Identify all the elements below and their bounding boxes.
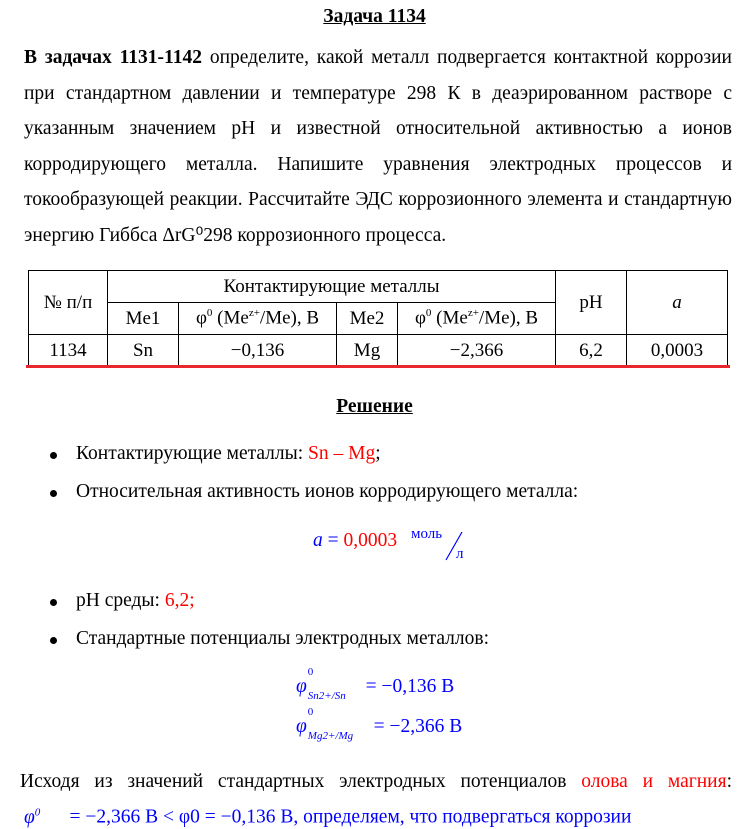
header-a: a (627, 271, 728, 335)
phi-sup: 0 (307, 706, 314, 718)
problem-text: определите, какой металл подвергается контактной коррозии при стандартном давлении и температуре 298 К в деаэрированном растворе с указанным значением pH и известной относительной активностью a ионов корродирующего металла. Напишите уравнения электродных процессов и токообразующей реакции. Рассчитайте ЭДС коррозионного элемента и стандартную энергию Гиббса (24, 47, 732, 246)
header-num: № п/п (29, 271, 108, 335)
header-phi1: $\varphi^0$ $(Me^{z+}/Me)$, В (179, 303, 337, 335)
a-value: 0,0003 (343, 530, 398, 551)
solution-title: Решение (336, 396, 413, 417)
bullet-label: Контактирующие металлы: (76, 443, 309, 464)
phi-sn-formula (296, 666, 455, 702)
bullet-label: Стандартные потенциалы электродных металлов: (76, 628, 490, 649)
cell-phi2: −2,366 (398, 335, 556, 367)
unit-den: л (456, 546, 464, 562)
cell-me1: Sn (108, 335, 179, 367)
ph-value: 6,2; (164, 590, 195, 611)
bullet-icon (50, 490, 57, 497)
unit-num: моль (411, 526, 443, 542)
phi-symbol: φ (296, 676, 307, 697)
page-title: Задача 1134 (323, 6, 426, 27)
activity-formula (313, 530, 397, 552)
problem-tail: коррозионного процесса. (232, 224, 447, 246)
last-line-text: = −2,366 В < φ0 = −0,136 В, определяем, что подвергаться коррозии (69, 806, 632, 828)
phi-mg-value: = −2,366 В (368, 716, 463, 737)
phi-sn-value: = −0,136 В (360, 676, 455, 697)
last-line (24, 806, 631, 829)
phi-sup: 0 (307, 666, 314, 678)
phi-symbol: φ (296, 716, 307, 737)
cell-num: 1134 (29, 335, 108, 367)
cell-a: 0,0003 (627, 335, 728, 367)
punct: ; (375, 443, 381, 464)
bullet-label: Относительная активность ионов корродирующего металла: (76, 481, 579, 502)
conclusion-metals: олова и магния (581, 771, 727, 792)
red-underline (26, 365, 730, 368)
conclusion-line (20, 771, 732, 793)
phi-symbol: $\varphi^0$ (24, 806, 41, 828)
header-phi2: $\varphi^0$ $(Me^{z+}/Me)$, В (398, 303, 556, 335)
metals-value: Sn – Mg (308, 443, 376, 464)
bullet-icon (50, 637, 57, 644)
header-ph: pH (556, 271, 627, 335)
table-row (29, 335, 728, 367)
bullet-icon (50, 599, 57, 606)
bullet-icon (50, 452, 57, 459)
bullet-label: pH среды: (76, 590, 165, 611)
problem-statement (24, 40, 732, 253)
header-me1: Me1 (108, 303, 179, 335)
problem-lead: В задачах 1131-1142 (24, 47, 202, 68)
phi-sub: Mg2+/Mg (307, 730, 354, 742)
header-metals: Контактирующие металлы (108, 271, 556, 303)
punct: : (726, 771, 733, 792)
a-symbol: a (313, 530, 323, 551)
phi-sub: Sn2+/Sn (307, 690, 346, 702)
cell-ph: 6,2 (556, 335, 627, 367)
gibbs-symbol: ΔrG⁰298 (162, 224, 233, 246)
eq: = (322, 530, 344, 551)
cell-me2: Mg (337, 335, 398, 367)
conclusion-text: Исходя из значений стандартных электродных потенциалов (20, 771, 582, 792)
data-table (28, 270, 728, 367)
header-me2: Me2 (337, 303, 398, 335)
cell-phi1: −0,136 (179, 335, 337, 367)
phi-mg-formula (296, 706, 463, 742)
